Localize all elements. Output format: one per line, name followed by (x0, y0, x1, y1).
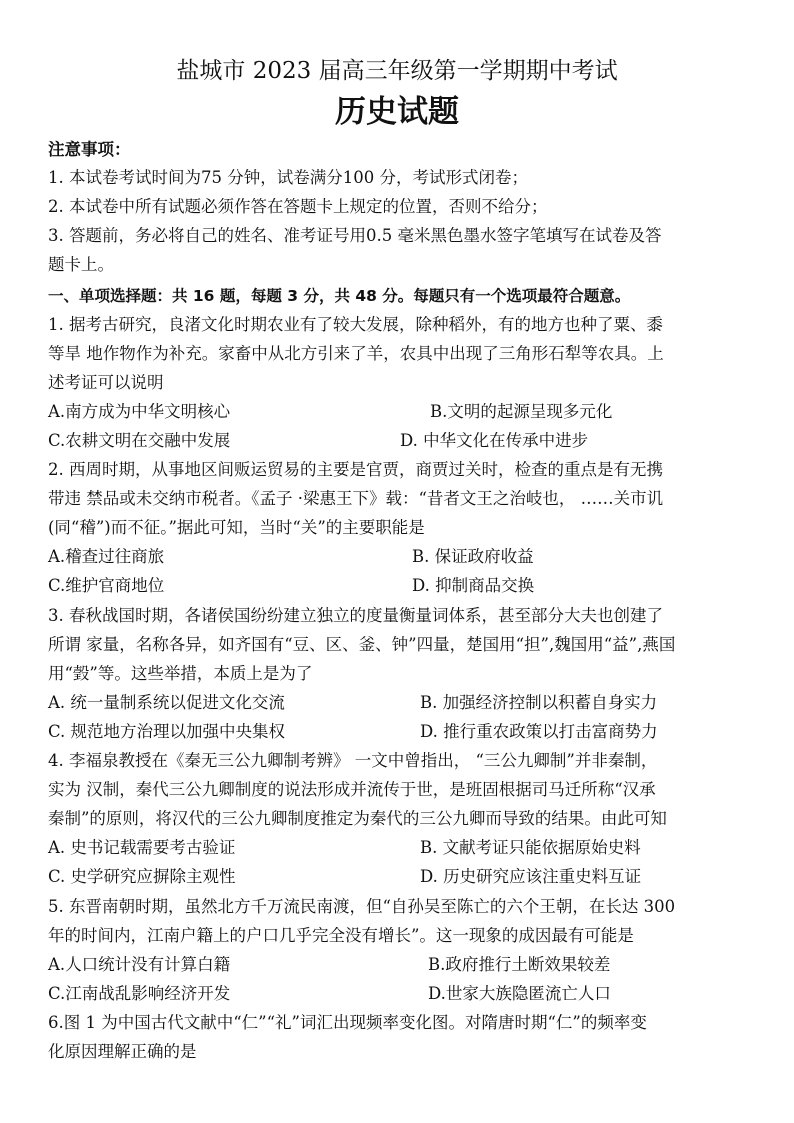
notice-item: 2. 本试卷中所有试题必须作答在答题卡上规定的位置，否则不给分； (48, 197, 548, 216)
option-d[interactable]: D.世家大族隐匿流亡人口 (428, 984, 611, 1003)
question-text: 述考证可以说明 (48, 373, 164, 392)
option-a[interactable]: A. 统一量制系统以促进文化交流 (48, 693, 285, 712)
option-a[interactable]: A. 史书记载需要考古验证 (48, 838, 236, 857)
notice-item: 1. 本试卷考试时间为75 分钟，试卷满分100 分，考试形式闭卷； (48, 168, 528, 187)
option-b[interactable]: B.文明的起源呈现多元化 (430, 402, 613, 421)
question-text: 3. 春秋战国时期，各诸侯国纷纷建立独立的度量衡量词体系，甚至部分大夫也创建了 (48, 606, 663, 625)
notice-heading: 注意事项： (48, 140, 131, 159)
question-text: 4. 李福泉教授在《秦无三公九卿制考辨》 一文中曾指出， “三公九卿制”并非秦制， (48, 751, 658, 770)
question-text: 5. 东晋南朝时期，虽然北方千万流民南渡，但“自孙吴至陈亡的六个王朝，在长达 300 (48, 897, 676, 916)
question-text: 1. 据考古研究，良渚文化时期农业有了较大发展，除种稻外，有的地方也种了粟、黍 (48, 315, 663, 334)
question-text: 所谓 家量，名称各异，如齐国有“豆、区、釜、钟”四量，楚国用“担”,魏国用“益”,燕国 (48, 635, 676, 654)
option-c[interactable]: C.维护官商地位 (48, 576, 165, 595)
subject-title: 历史试题 (335, 94, 459, 130)
option-c[interactable]: C.江南战乱影响经济开发 (48, 984, 231, 1003)
option-a[interactable]: A.人口统计没有计算白籍 (48, 955, 231, 974)
option-c[interactable]: C.农耕文明在交融中发展 (48, 431, 231, 450)
question-text: 年的时间内，江南户籍上的户口几乎完全没有增长”。这一现象的成因最有可能是 (48, 926, 634, 945)
option-c[interactable]: C. 规范地方治理以加强中央集权 (48, 722, 286, 741)
question-text: 用“瑴”等。这些举措，本质上是为了 (48, 664, 313, 683)
option-d[interactable]: D. 推行重农政策以打击富商势力 (420, 722, 658, 741)
section-heading: 一、单项选择题：共 16 题，每题 3 分，共 48 分。每题只有一个选项最符合题意。 (48, 287, 631, 305)
question-text: (同“稽”)而不征。”据此可知，当时“关”的主要职能是 (48, 518, 425, 537)
option-a[interactable]: A.南方成为中华文明核心 (48, 402, 231, 421)
question-text: 6.图 1 为中国古代文献中“仁”“礼”词汇出现频率变化图。对隋唐时期“仁”的频率变 (48, 1013, 647, 1032)
question-text: 实为 汉制，秦代三公九卿制度的说法形成并流传于世，是班固根据司马迁所称“汉承 (48, 780, 656, 799)
question-text: 秦制”的原则，将汉代的三公九卿制度推定为秦代的三公九卿而导致的结果。由此可知 (48, 809, 667, 828)
option-d[interactable]: D. 历史研究应该注重史料互证 (420, 867, 642, 886)
exam-title: 盐城市 2023 届高三年级第一学期期中考试 (176, 58, 618, 84)
option-d[interactable]: D. 中华文化在传承中进步 (400, 431, 589, 450)
notice-item: 题卡上。 (48, 255, 114, 274)
option-d[interactable]: D. 抑制商品交换 (412, 576, 535, 595)
option-a[interactable]: A.稽查过往商旅 (48, 547, 165, 566)
option-c[interactable]: C. 史学研究应摒除主观性 (48, 867, 236, 886)
question-text: 2. 西周时期，从事地区间贩运贸易的主要是官贾，商贾过关时，检查的重点是有无携 (48, 460, 663, 479)
question-text: 化原因理解正确的是 (48, 1042, 197, 1061)
option-b[interactable]: B. 文献考证只能依据原始史料 (420, 838, 641, 857)
question-text: 带违 禁品或未交纳市税者。《孟子 ·梁惠王下》载：“昔者文王之治岐也， ……关市讥 (48, 489, 664, 508)
question-text: 等旱 地作物作为补充。家畜中从北方引来了羊，农具中出现了三角形石犁等农具。上 (48, 344, 664, 363)
option-b[interactable]: B.政府推行土断效果较差 (428, 955, 611, 974)
option-b[interactable]: B. 保证政府收益 (412, 547, 534, 566)
option-b[interactable]: B. 加强经济控制以积蓄自身实力 (420, 693, 658, 712)
notice-item: 3. 答题前，务必将自己的姓名、准考证号用0.5 毫米黑色墨水签字笔填写在试卷及答 (48, 226, 662, 245)
